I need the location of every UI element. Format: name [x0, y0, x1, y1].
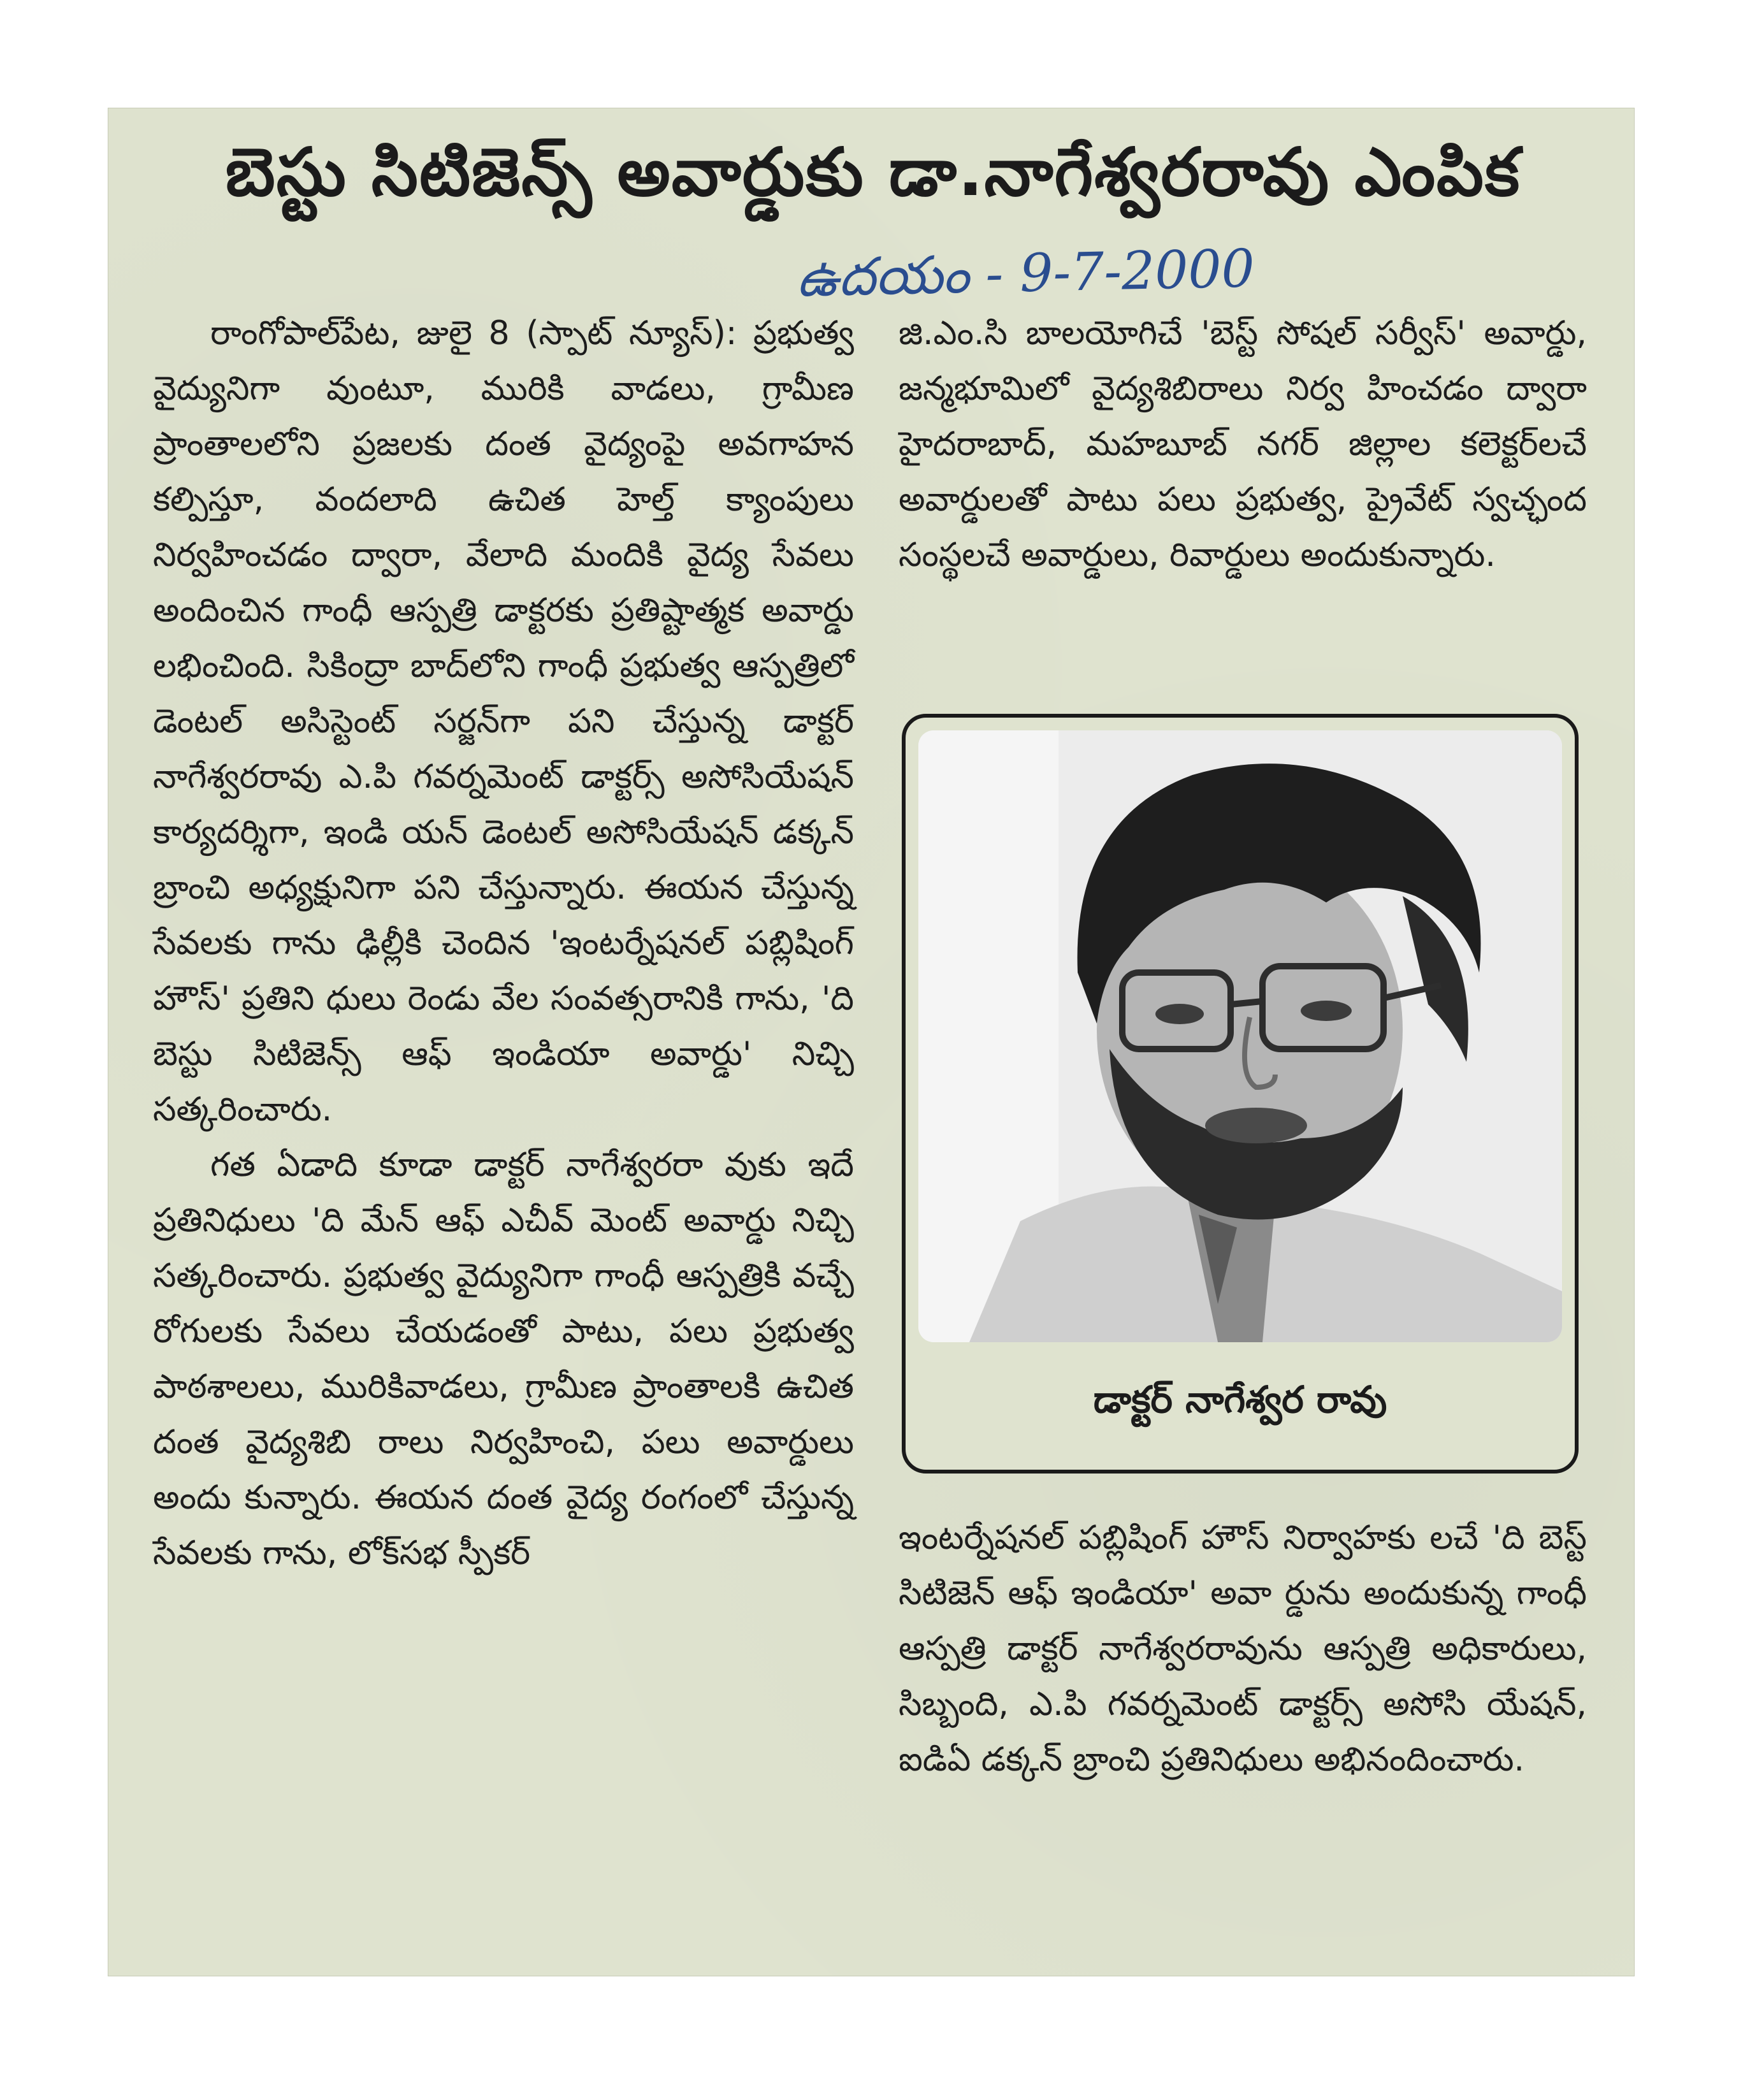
article-paragraph: గత ఏడాది కూడా డాక్టర్ నాగేశ్వరరా వుకు ఇదే ప్రతినిధులు 'ది మేన్ ఆఫ్ ఎచీవ్ మెంట్ అవార్డు నిచ్చి సత్కరించారు. ప్రభుత్వ వైద్యునిగా గాంధీ ఆస్పత్రికి వచ్చే రోగులకు సేవలు చేయడంతో పాటు, పలు ప్రభుత్వ పాఠశాలలు, మురికివాడలు, గ్రామీణ ప్రాంతాలకి ఉచిత దంత వైద్యశిబి రాలు నిర్వహించి, పలు అవార్డులు అందు కున్నారు. ఈయన దంత వైద్య రంగంలో చేస్తున్న సేవలకు గాను, లోక్‌సభ స్పీకర్ [153, 1146, 854, 1572]
photo-frame [902, 714, 1579, 1474]
portrait-photo [918, 730, 1562, 1342]
handwritten-date: ఉదయం - 9-7-2000 [796, 238, 1255, 309]
article-paragraph: ఇంటర్నేషనల్ పబ్లిషింగ్ హౌస్ నిర్వాహకు లచే 'ది బెస్ట్ సిటిజెన్ ఆఫ్ ఇండియా' అవా ర్డును అందుకున్న గాంధీ ఆస్పత్రి డాక్టర్ నాగేశ్వరరావును ఆస్పత్రి అధికారులు, సిబ్బంది, ఎ.పి గవర్నమెంట్ డాక్టర్స్ అసోసి యేషన్, ఐడిఏ డక్కన్ బ్రాంచి ప్రతినిధులు అభినందించారు. [899, 1519, 1587, 1779]
newspaper-clipping [108, 108, 1634, 1976]
photo-caption: డాక్టర్ నాగేశ్వర రావు [1093, 1378, 1387, 1421]
article-paragraph: రాంగోపాల్‌పేట, జులై 8 (స్పాట్ న్యూస్): ప్రభుత్వ వైద్యునిగా వుంటూ, మురికి వాడలు, గ్రామీణ ప్రాంతాలలోని ప్రజలకు దంత వైద్యంపై అవగాహన కల్పిస్తూ, వందలాది ఉచిత హెల్త్ క్యాంపులు నిర్వహించడం ద్వారా, వేలాది మందికి వైద్య సేవలు అందించిన గాంధీ ఆస్పత్రి డాక్టరకు ప్రతిష్టాత్మక అవార్డు లభించింది. సికింద్రా బాద్‌లోని గాంధీ ప్రభుత్వ ఆస్పత్రిలో డెంటల్ అసిస్టెంట్ సర్జన్‌గా పని చేస్తున్న డాక్టర్ నాగేశ్వరరావు ఎ.పి గవర్నమెంట్ డాక్టర్స్ అసోసియేషన్ కార్యదర్శిగా, ఇండి యన్ డెంటల్ అసోసియేషన్ డక్కన్ బ్రాంచి అధ్యక్షునిగా పని చేస్తున్నారు. ఈయన చేస్తున్న సేవలకు గాను ఢిల్లీకి చెందిన 'ఇంటర్నేషనల్ పబ్లిషింగ్ హౌస్' ప్రతిని ధులు రెండు వేల సంవత్సరానికి గాను, 'ది బెస్టు సిటిజెన్స్ ఆఫ్ ఇండియా అవార్డు' నిచ్చి సత్కరించారు. [153, 314, 854, 1129]
right-column-top [899, 306, 1587, 695]
left-column [153, 306, 854, 1912]
headline: బెస్టు సిటిజెన్స్ అవార్డుకు డా.నాగేశ్వరరావు ఎంపిక [225, 133, 1521, 211]
portrait-illustration [918, 730, 1562, 1342]
right-column-bottom [899, 1510, 1587, 1906]
article-paragraph: జి.ఎం.సి బాలయోగిచే 'బెస్ట్ సోషల్ సర్వీస్' అవార్డు, జన్మభూమిలో వైద్యశిబిరాలు నిర్వ హించడం ద్వారా హైదరాబాద్, మహబూబ్ నగర్ జిల్లాల కలెక్టర్‌లచే అవార్డులతో పాటు పలు ప్రభుత్వ, ప్రైవేట్ స్వచ్ఛంద సంస్థలచే అవార్డులు, రివార్డులు అందుకున్నారు. [899, 314, 1587, 574]
